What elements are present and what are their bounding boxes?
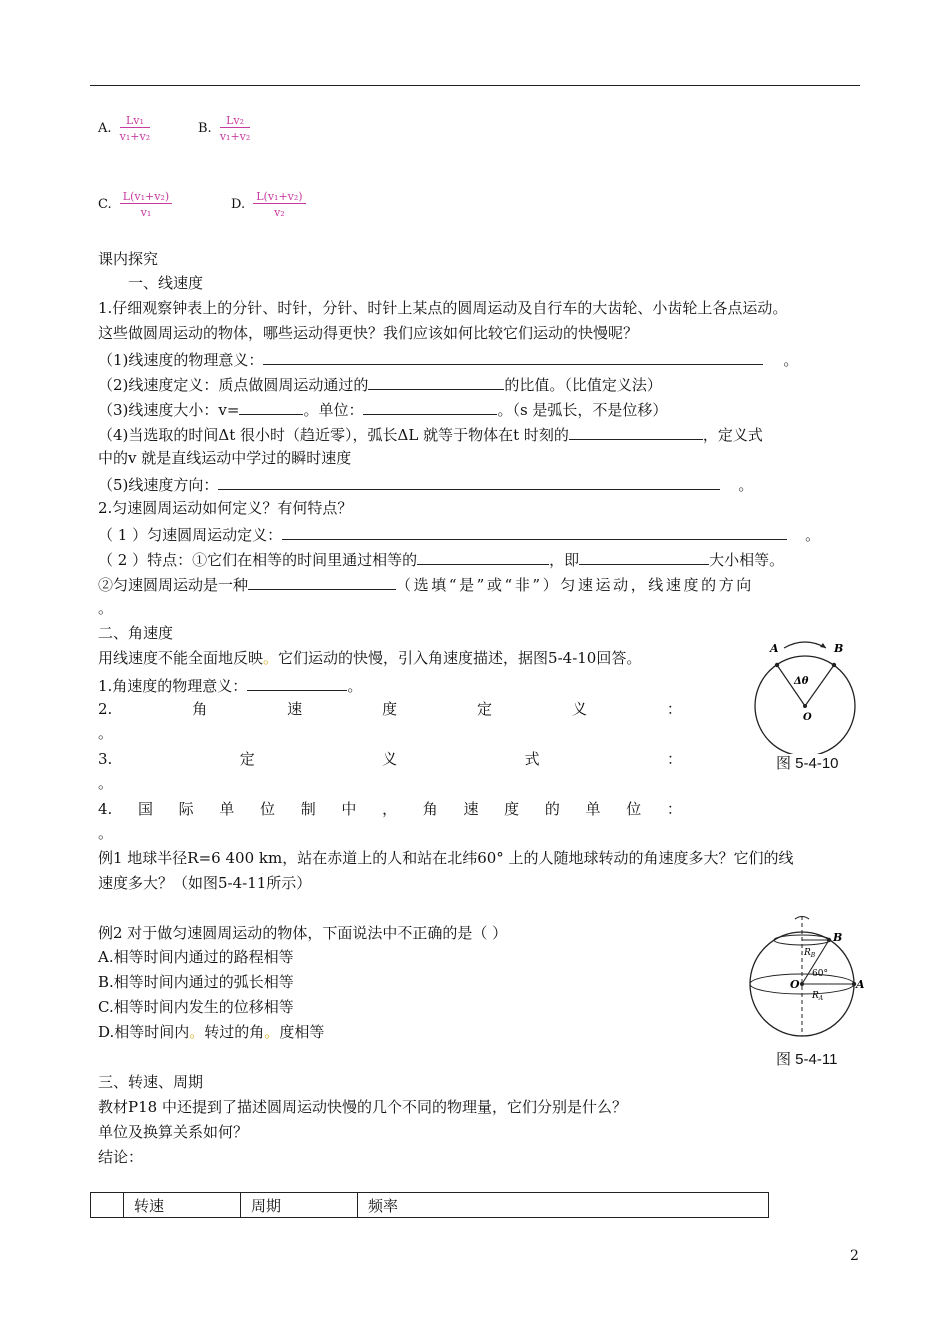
- fill-line: （2)线速度定义：质点做圆周运动通过的 的比值。（比值定义法）: [98, 372, 662, 396]
- subsection-title: 二、角速度: [98, 624, 174, 642]
- justified-line: 3. 定 义 式 ：: [98, 750, 682, 768]
- question-text: 结论：: [98, 1148, 144, 1166]
- period: 。: [98, 824, 114, 842]
- fraction: $\frac{\text{L(v₁+v₂)}}{\text{v₂}}$: [253, 190, 305, 219]
- fill-line: （ 1 ）匀速圆周运动定义： 。: [98, 522, 820, 546]
- label-angle: 60°: [812, 969, 828, 979]
- question-text: 这些做圆周运动的物体，哪些运动得更快？我们应该如何比较它们运动的快慢呢？: [98, 324, 639, 342]
- period: 。: [98, 724, 114, 742]
- label-b: B: [834, 642, 844, 655]
- conclusion-table: [90, 1192, 769, 1218]
- choice-a: A.相等时间内通过的路程相等: [98, 948, 294, 966]
- fill-line: ②匀速圆周运动是一种 （选填“是”或“非”）匀速运动，线速度的方向: [98, 572, 754, 596]
- table-cell: [91, 1193, 124, 1218]
- fill-line: （4)当选取的时间Δt 很小时（趋近零），弧长ΔL 就等于物体在t 时刻的 ，定义式: [98, 422, 763, 446]
- example-text: 速度多大？（如图5-4-11所示）: [98, 874, 312, 892]
- fill-line: 1.角速度的物理意义： 。: [98, 673, 362, 697]
- table-cell: 转速: [124, 1193, 241, 1218]
- question-text: 2.匀速圆周运动如何定义？有何特点？: [98, 499, 353, 517]
- point-b: [832, 663, 836, 667]
- section-title: 课内探究: [98, 250, 159, 268]
- label-b: B: [833, 931, 843, 944]
- fraction: $\frac{\text{Lv₁}}{\text{v₁+v₂}}$: [119, 114, 151, 143]
- center-o: [800, 982, 804, 986]
- subsection-title: 一、线速度: [128, 274, 204, 292]
- table-cell: 周期: [241, 1193, 358, 1218]
- label-rb: $R_B$: [804, 948, 816, 959]
- fill-line: （5)线速度方向： 。: [98, 472, 753, 496]
- fill-line: （3)线速度大小：v= 。单位： 。（s 是弧长，不是位移）: [98, 397, 667, 421]
- page-number: 2: [850, 1248, 859, 1264]
- question-text: 单位及换算关系如何？: [98, 1123, 249, 1141]
- question-text: 中的v 就是直线运动中学过的瞬时速度: [98, 449, 352, 467]
- choice-b: B.相等时间内通过的弧长相等: [98, 973, 294, 991]
- table-row: [91, 1193, 769, 1218]
- label-o: O: [803, 712, 812, 723]
- justified-line: 4. 国 际 单 位 制 中 ， 角 速 度 的 单 位 ：: [98, 800, 682, 818]
- figure-circle-angle: [748, 636, 862, 754]
- fraction: $\frac{\text{Lv₂}}{\text{v₁+v₂}}$: [219, 114, 251, 143]
- label-theta: Δθ: [794, 676, 809, 687]
- question-text: 。: [98, 599, 114, 617]
- example-text: 例2 对于做匀速圆周运动的物体，下面说法中不正确的是（ ）: [98, 924, 508, 942]
- point-b: [827, 938, 831, 942]
- radius-ob: [805, 665, 834, 706]
- point-a: [775, 663, 779, 667]
- figure-earth-sphere: [744, 912, 869, 1040]
- question-text: 用线速度不能全面地反映。它们运动的快慢，引入角速度描述，据图5-4-10回答。: [98, 649, 642, 667]
- rotation-arrow: [784, 642, 826, 648]
- figure-caption: 图 5-4-10: [776, 755, 839, 772]
- choice-d: D.相等时间内。转过的角。度相等: [98, 1023, 325, 1041]
- subsection-title: 三、转速、周期: [98, 1073, 204, 1091]
- label-a: A: [770, 642, 779, 655]
- period: 。: [98, 774, 114, 792]
- option-b: B. $\frac{\text{Lv₂}}{\text{v₁+v₂}}$: [198, 114, 251, 143]
- label-ra: $R_A$: [812, 991, 824, 1002]
- choice-c: C.相等时间内发生的位移相等: [98, 998, 294, 1016]
- fill-line: （1)线速度的物理意义： 。: [98, 347, 798, 371]
- header-rule: [90, 85, 860, 86]
- label-a: A: [856, 978, 865, 991]
- label-o: O: [790, 978, 800, 991]
- option-d: D. $\frac{\text{L(v₁+v₂)}}{\text{v₂}}$: [231, 190, 306, 219]
- justified-line: 2. 角 速 度 定 义 ：: [98, 700, 682, 718]
- center-o: [803, 704, 807, 708]
- question-text: 1.仔细观察钟表上的分针、时针，分针、时针上某点的圆周运动及自行车的大齿轮、小齿轮上各点运动。: [98, 299, 788, 317]
- question-text: 教材P18 中还提到了描述圆周运动快慢的几个不同的物理量，它们分别是什么？: [98, 1098, 627, 1116]
- fraction: $\frac{\text{L(v₁+v₂)}}{\text{v₁}}$: [120, 190, 172, 219]
- table-cell: 频率: [358, 1193, 769, 1218]
- option-a: A. $\frac{\text{Lv₁}}{\text{v₁+v₂}}$: [98, 114, 151, 143]
- option-c: C. $\frac{\text{L(v₁+v₂)}}{\text{v₁}}$: [98, 190, 172, 219]
- fill-line: （ 2 ）特点：①它们在相等的时间里通过相等的 ，即 大小相等。: [98, 547, 784, 571]
- figure-caption: 图 5-4-11: [776, 1051, 838, 1068]
- example-text: 例1 地球半径R=6 400 km，站在赤道上的人和站在北纬60° 上的人随地球转动的角速度多大？它们的线: [98, 849, 794, 867]
